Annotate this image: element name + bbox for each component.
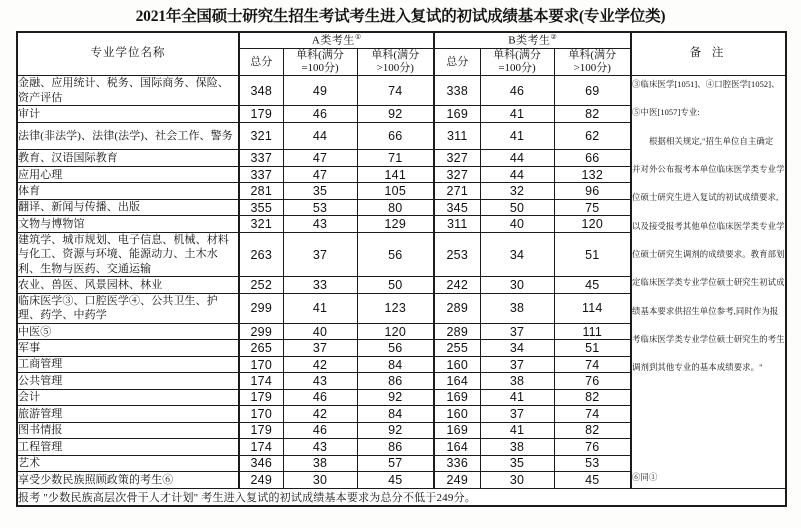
cell-a-single-gt: 141 (357, 166, 434, 182)
cell-major-name: 图书情报 (17, 422, 239, 438)
cell-a-total: 249 (239, 472, 283, 489)
cell-b-single-eq: 37 (480, 356, 554, 372)
header-row-groups (17, 32, 786, 49)
cell-a-total: 179 (239, 389, 283, 405)
cell-b-single-eq: 46 (480, 76, 554, 106)
cell-major-name: 军事 (17, 340, 239, 356)
cell-b-single-eq: 30 (480, 472, 554, 489)
cell-a-total: 321 (239, 122, 283, 150)
cell-b-single-gt: 53 (554, 455, 631, 471)
cell-b-total: 289 (434, 293, 480, 323)
header-major-name: 专业学位名称 (17, 32, 239, 76)
cell-b-total: 311 (434, 216, 480, 232)
cell-a-single-eq: 42 (283, 406, 357, 422)
cell-b-total: 160 (434, 356, 480, 372)
cell-major-name: 应用心理 (17, 166, 239, 182)
cell-a-single-gt: 56 (357, 340, 434, 356)
cell-a-single-eq: 33 (283, 277, 357, 293)
cell-a-single-gt: 92 (357, 389, 434, 405)
remark-spacer (632, 123, 785, 133)
remark-spacer (632, 293, 785, 303)
cell-b-single-gt: 51 (554, 232, 631, 277)
cell-a-single-eq: 37 (283, 340, 357, 356)
cell-a-single-eq: 43 (283, 216, 357, 232)
cell-a-single-gt: 86 (357, 373, 434, 389)
cell-b-single-gt: 114 (554, 293, 631, 323)
cell-a-single-gt: 80 (357, 199, 434, 215)
cell-a-single-eq: 37 (283, 232, 357, 277)
cell-a-total: 281 (239, 183, 283, 199)
remark-line: ⑤中医[1057]专业: (632, 108, 700, 118)
remark-spacer (632, 208, 785, 218)
cell-b-single-gt: 96 (554, 183, 631, 199)
cell-a-single-eq: 49 (283, 76, 357, 106)
cell-b-single-eq: 32 (480, 183, 554, 199)
cell-b-single-gt: 82 (554, 106, 631, 122)
cell-a-single-gt: 120 (357, 323, 434, 339)
cell-a-single-gt: 123 (357, 293, 434, 323)
cell-b-total: 169 (434, 422, 480, 438)
cell-a-single-gt: 45 (357, 472, 434, 489)
cell-a-single-gt: 56 (357, 232, 434, 277)
cell-b-total: 253 (434, 232, 480, 277)
cell-a-single-gt: 71 (357, 150, 434, 166)
cell-a-total: 348 (239, 76, 283, 106)
cell-b-total: 242 (434, 277, 480, 293)
cell-b-single-eq: 40 (480, 216, 554, 232)
cell-b-total: 249 (434, 472, 480, 489)
cell-a-total: 263 (239, 232, 283, 277)
remark-spacer (632, 377, 785, 469)
cell-b-single-eq: 41 (480, 106, 554, 122)
remark-line: ③临床医学[1051]、④口腔医学[1052]、 (632, 80, 780, 89)
header-b-single-eq: 单科(满分 =100分) (480, 49, 554, 76)
remark-line-last: ⑥同① (632, 473, 658, 483)
cell-b-single-gt: 120 (554, 216, 631, 232)
cell-a-single-gt: 92 (357, 422, 434, 438)
cell-major-name: 中医⑤ (17, 323, 239, 339)
cell-a-single-eq: 47 (283, 150, 357, 166)
cell-b-single-gt: 111 (554, 323, 631, 339)
remark-line: 并对外公布报考本单位临床医学类专业学 (632, 164, 785, 174)
cell-b-single-gt: 132 (554, 166, 631, 182)
cell-a-single-gt: 86 (357, 439, 434, 455)
cell-a-single-eq: 46 (283, 422, 357, 438)
cell-b-total: 289 (434, 323, 480, 339)
remark-line: 考临床医学类专业学位硕士研究生的考生 (632, 334, 785, 344)
cell-a-single-gt: 84 (357, 406, 434, 422)
cell-major-name: 旅游管理 (17, 406, 239, 422)
cell-major-name: 农业、兽医、风景园林、林业 (17, 277, 239, 293)
cell-b-single-gt: 62 (554, 122, 631, 150)
cell-a-single-eq: 42 (283, 356, 357, 372)
footnote-text: 报考 "少数民族高层次骨干人才计划" 考生进入复试的初试成绩基本要求为总分不低于249分。 (17, 488, 786, 506)
cell-b-total: 160 (434, 406, 480, 422)
cell-a-total: 346 (239, 455, 283, 471)
footnote-marker-2: ② (550, 33, 557, 42)
cell-major-name: 工商管理 (17, 356, 239, 372)
cell-b-total: 255 (434, 340, 480, 356)
header-group-a: A类考生① (239, 32, 434, 49)
cell-b-single-eq: 41 (480, 389, 554, 405)
cell-a-single-eq: 43 (283, 373, 357, 389)
cell-major-name: 体育 (17, 183, 239, 199)
cell-b-single-eq: 38 (480, 373, 554, 389)
cell-b-total: 271 (434, 183, 480, 199)
cell-a-total: 170 (239, 356, 283, 372)
cell-a-total: 321 (239, 216, 283, 232)
cell-a-total: 265 (239, 340, 283, 356)
cell-b-total: 345 (434, 199, 480, 215)
cell-b-single-eq: 30 (480, 277, 554, 293)
cell-a-single-eq: 47 (283, 166, 357, 182)
cell-b-single-eq: 35 (480, 455, 554, 471)
cell-a-single-gt: 57 (357, 455, 434, 471)
score-requirements-table (16, 31, 787, 507)
remark-spacer (632, 349, 785, 359)
footnote-row (17, 488, 786, 506)
cell-b-single-eq: 50 (480, 199, 554, 215)
cell-b-single-eq: 38 (480, 439, 554, 455)
cell-a-single-eq: 44 (283, 122, 357, 150)
cell-b-single-eq: 44 (480, 150, 554, 166)
cell-a-single-eq: 40 (283, 323, 357, 339)
cell-b-single-eq: 34 (480, 340, 554, 356)
header-a-total: 总分 (239, 49, 283, 76)
cell-major-name: 建筑学、城市规划、电子信息、机械、材料与化工、资源与环境、能源动力、土木水利、生物与医药、交通运输 (17, 232, 239, 277)
cell-a-single-gt: 92 (357, 106, 434, 122)
cell-a-total: 337 (239, 150, 283, 166)
cell-a-single-eq: 43 (283, 439, 357, 455)
cell-b-single-gt: 75 (554, 199, 631, 215)
cell-major-name: 享受少数民族照顾政策的考生⑥ (17, 472, 239, 489)
cell-major-name: 会计 (17, 389, 239, 405)
cell-a-total: 170 (239, 406, 283, 422)
header-a-single-gt: 单科(满分 >100分) (357, 49, 434, 76)
footnote-marker-1: ① (354, 33, 362, 42)
cell-major-name: 工程管理 (17, 439, 239, 455)
cell-b-total: 338 (434, 76, 480, 106)
cell-a-single-eq: 46 (283, 389, 357, 405)
table-body (17, 76, 786, 506)
cell-a-total: 174 (239, 373, 283, 389)
remark-line: 定临床医学类专业学位硕士研究生初试成 (632, 278, 785, 288)
header-b-single-gt: 单科(满分 >100分) (554, 49, 631, 76)
cell-major-name: 教育、汉语国际教育 (17, 150, 239, 166)
cell-a-single-eq: 46 (283, 106, 357, 122)
cell-b-single-gt: 76 (554, 373, 631, 389)
cell-b-single-gt: 74 (554, 406, 631, 422)
cell-b-single-gt: 76 (554, 439, 631, 455)
cell-b-total: 327 (434, 150, 480, 166)
remark-spacer (632, 179, 785, 189)
cell-b-total: 311 (434, 122, 480, 150)
cell-b-single-eq: 41 (480, 122, 554, 150)
cell-a-single-gt: 74 (357, 76, 434, 106)
cell-a-total: 252 (239, 277, 283, 293)
cell-a-total: 337 (239, 166, 283, 182)
remark-line: 调剂到其他专业的基本成绩要求。" (632, 363, 763, 373)
table-head (17, 32, 786, 76)
cell-b-single-eq: 37 (480, 323, 554, 339)
cell-b-single-gt: 45 (554, 277, 631, 293)
cell-a-total: 355 (239, 199, 283, 215)
remark-spacer (632, 94, 785, 104)
cell-a-single-eq: 53 (283, 199, 357, 215)
cell-major-name: 文物与博物馆 (17, 216, 239, 232)
cell-a-total: 179 (239, 422, 283, 438)
cell-b-total: 169 (434, 106, 480, 122)
cell-a-single-eq: 30 (283, 472, 357, 489)
cell-a-single-eq: 35 (283, 183, 357, 199)
cell-a-total: 299 (239, 323, 283, 339)
cell-major-name: 翻译、新闻与传播、出版 (17, 199, 239, 215)
cell-b-single-gt: 66 (554, 150, 631, 166)
cell-a-single-eq: 38 (283, 455, 357, 471)
cell-b-total: 327 (434, 166, 480, 182)
cell-b-single-gt: 51 (554, 340, 631, 356)
remark-line: 以及接受报考其他单位临床医学类专业学 (632, 221, 785, 231)
cell-major-name: 金融、应用统计、税务、国际商务、保险、资产评估 (17, 76, 239, 106)
remark-spacer (632, 151, 785, 161)
cell-major-name: 临床医学③、口腔医学④、公共卫生、护理、药学、中药学 (17, 293, 239, 323)
cell-b-single-eq: 41 (480, 422, 554, 438)
remark-line: 位硕士研究生调剂的成绩要求。教育部划 (632, 249, 785, 259)
cell-b-total: 169 (434, 389, 480, 405)
cell-b-single-eq: 44 (480, 166, 554, 182)
cell-a-total: 179 (239, 106, 283, 122)
cell-b-single-gt: 74 (554, 356, 631, 372)
remark-spacer (632, 321, 785, 331)
cell-b-single-eq: 37 (480, 406, 554, 422)
remark-spacer (632, 264, 785, 274)
cell-major-name: 艺术 (17, 455, 239, 471)
cell-b-single-gt: 69 (554, 76, 631, 106)
cell-b-single-eq: 34 (480, 232, 554, 277)
cell-a-total: 174 (239, 439, 283, 455)
page-title: 2021年全国硕士研究生招生考试考生进入复试的初试成绩基本要求(专业学位类) (135, 8, 666, 25)
cell-a-single-gt: 129 (357, 216, 434, 232)
cell-b-single-gt: 45 (554, 472, 631, 489)
header-b-total: 总分 (434, 49, 480, 76)
remark-line: 根据相关规定,"招生单位自主确定 (649, 136, 774, 146)
cell-b-single-gt: 82 (554, 389, 631, 405)
cell-major-name: 审计 (17, 106, 239, 122)
cell-b-total: 336 (434, 455, 480, 471)
cell-remark (631, 76, 786, 489)
header-remark: 备 注 (631, 32, 786, 76)
cell-b-single-gt: 82 (554, 422, 631, 438)
cell-b-total: 164 (434, 439, 480, 455)
cell-a-single-gt: 50 (357, 277, 434, 293)
cell-b-total: 164 (434, 373, 480, 389)
page-bottom-spacer (0, 522, 801, 528)
cell-a-single-gt: 66 (357, 122, 434, 150)
score-table-container (16, 31, 785, 507)
cell-a-single-eq: 41 (283, 293, 357, 323)
header-group-b: B类考生② (434, 32, 631, 49)
table-row (17, 76, 786, 106)
cell-a-total: 299 (239, 293, 283, 323)
cell-a-single-gt: 84 (357, 356, 434, 372)
cell-major-name: 法律(非法学)、法律(法学)、社会工作、警务 (17, 122, 239, 150)
header-a-single-eq: 单科(满分 =100分) (283, 49, 357, 76)
cell-major-name: 公共管理 (17, 373, 239, 389)
remark-line: 绩基本要求供招生单位参考,同时作为报 (632, 306, 779, 316)
cell-b-single-eq: 38 (480, 293, 554, 323)
remark-spacer (632, 236, 785, 246)
remark-line: 位硕士研究生进入复试的初试成绩要求, (632, 193, 779, 203)
cell-a-single-gt: 105 (357, 183, 434, 199)
